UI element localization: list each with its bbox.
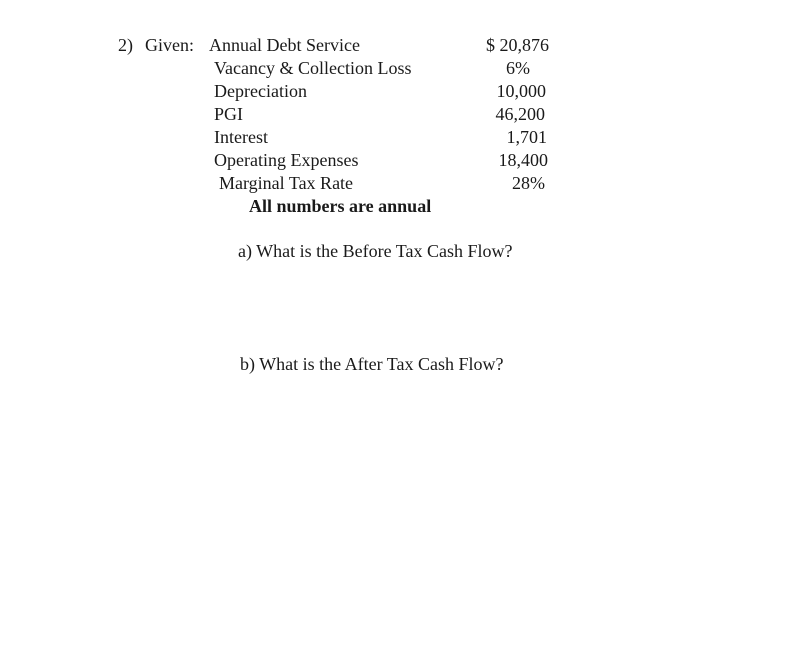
question-b: b) What is the After Tax Cash Flow?	[240, 354, 504, 374]
item-value-marginal-tax-rate: 28%	[512, 173, 545, 193]
item-label-operating-expenses: Operating Expenses	[214, 150, 359, 170]
item-value-operating-expenses: 18,400	[498, 150, 548, 170]
problem-number: 2)	[118, 35, 133, 55]
item-label-depreciation: Depreciation	[214, 81, 307, 101]
annual-note: All numbers are annual	[249, 196, 432, 216]
item-value-annual-debt-service: $ 20,876	[486, 35, 549, 55]
given-label: Given:	[145, 35, 194, 55]
item-label-interest: Interest	[214, 127, 268, 147]
item-label-marginal-tax-rate: Marginal Tax Rate	[219, 173, 354, 193]
item-label-vacancy-collection-loss: Vacancy & Collection Loss	[214, 58, 412, 78]
item-value-pgi: 46,200	[495, 104, 545, 124]
item-value-vacancy-collection-loss: 6%	[506, 58, 530, 78]
item-label-annual-debt-service: Annual Debt Service	[209, 35, 360, 55]
item-value-interest: 1,701	[506, 127, 547, 147]
item-value-depreciation: 10,000	[496, 81, 546, 101]
item-label-pgi: PGI	[214, 104, 244, 124]
question-a: a) What is the Before Tax Cash Flow?	[238, 241, 513, 261]
